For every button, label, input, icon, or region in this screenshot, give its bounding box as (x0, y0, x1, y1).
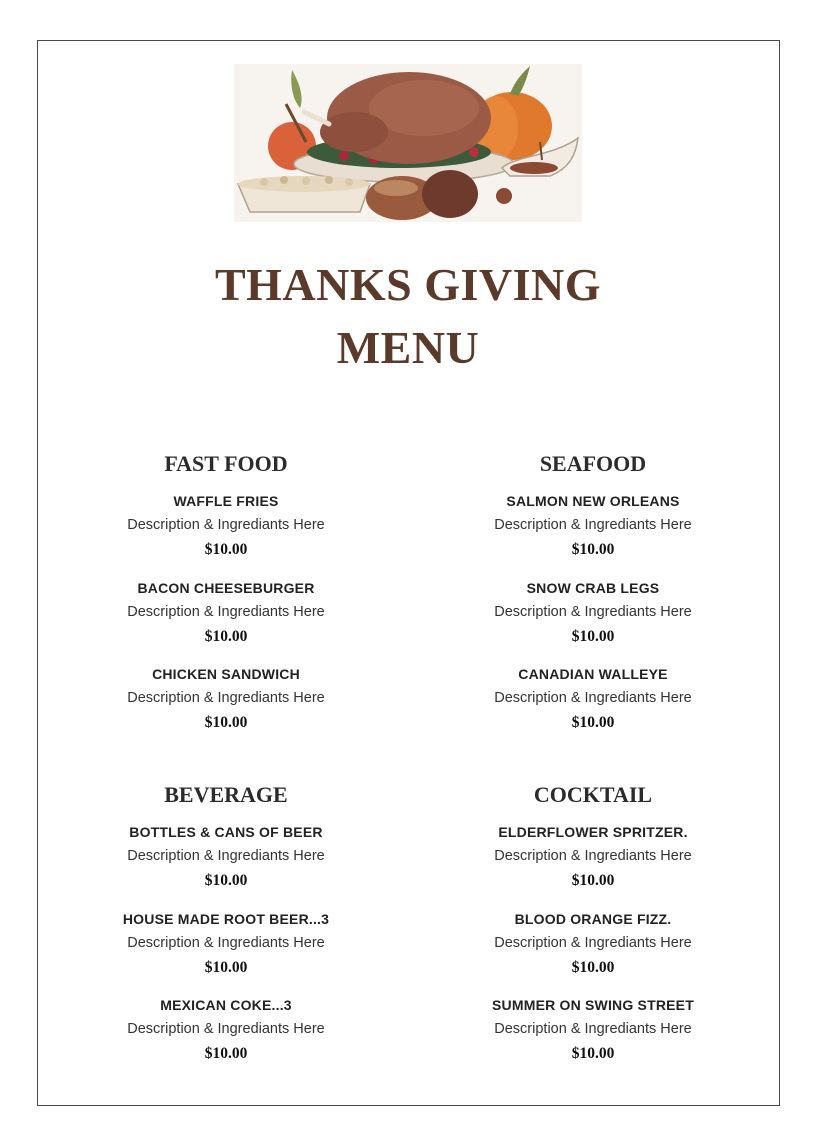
item-description: Description & Ingrediants Here (494, 517, 692, 533)
item-description: Description & Ingrediants Here (494, 1021, 692, 1037)
item-description: Description & Ingrediants Here (127, 848, 325, 864)
menu-item (26, 823, 426, 890)
item-price: $10.00 (571, 959, 615, 976)
item-name: SUMMER ON SWING STREET (492, 997, 694, 1013)
menu-item (393, 823, 793, 890)
item-price: $10.00 (204, 959, 248, 976)
item-price: $10.00 (204, 872, 248, 889)
item-price: $10.00 (571, 541, 615, 558)
menu-item (26, 579, 426, 646)
menu-title-line1: THANKS GIVING (214, 259, 602, 310)
item-description: Description & Ingrediants Here (127, 604, 325, 620)
item-price: $10.00 (571, 872, 615, 889)
item-description: Description & Ingrediants Here (494, 604, 692, 620)
item-name: WAFFLE FRIES (173, 493, 279, 509)
menu-item (26, 910, 426, 977)
item-name: BOTTLES & CANS OF BEER (129, 824, 323, 840)
section-seafood (393, 451, 793, 732)
item-name: ELDERFLOWER SPRITZER. (498, 824, 688, 840)
item-name: BACON CHEESEBURGER (137, 580, 315, 596)
item-name: CANADIAN WALLEYE (518, 666, 668, 682)
section-heading: COCKTAIL (533, 782, 653, 807)
section-fast-food (26, 451, 426, 732)
menu-item (393, 665, 793, 732)
item-price: $10.00 (204, 714, 248, 731)
item-description: Description & Ingrediants Here (127, 517, 325, 533)
section-heading: SEAFOOD (539, 451, 647, 476)
item-description: Description & Ingrediants Here (494, 848, 692, 864)
item-description: Description & Ingrediants Here (494, 690, 692, 706)
menu-item (393, 492, 793, 559)
section-heading: BEVERAGE (164, 782, 288, 807)
menu-item (393, 579, 793, 646)
item-name: SALMON NEW ORLEANS (506, 493, 680, 509)
menu-item (26, 665, 426, 732)
menu-title-line2: MENU (336, 322, 480, 373)
section-heading: FAST FOOD (164, 451, 288, 476)
menu-item (393, 996, 793, 1063)
menu-item (26, 996, 426, 1063)
menu-item (393, 910, 793, 977)
item-name: HOUSE MADE ROOT BEER...3 (122, 911, 330, 927)
section-cocktail (393, 782, 793, 1063)
item-description: Description & Ingrediants Here (127, 935, 325, 951)
menu-item (26, 492, 426, 559)
item-description: Description & Ingrediants Here (494, 935, 692, 951)
item-price: $10.00 (571, 1045, 615, 1062)
item-name: SNOW CRAB LEGS (526, 580, 660, 596)
item-name: BLOOD ORANGE FIZZ. (514, 911, 672, 927)
section-beverage (26, 782, 426, 1063)
item-price: $10.00 (571, 714, 615, 731)
item-price: $10.00 (571, 628, 615, 645)
item-name: CHICKEN SANDWICH (152, 666, 300, 682)
item-description: Description & Ingrediants Here (127, 1021, 325, 1037)
item-price: $10.00 (204, 1045, 248, 1062)
roast-turkey-illustration (234, 64, 582, 222)
item-description: Description & Ingrediants Here (127, 690, 325, 706)
item-price: $10.00 (204, 541, 248, 558)
item-price: $10.00 (204, 628, 248, 645)
item-name: MEXICAN COKE...3 (160, 997, 292, 1013)
